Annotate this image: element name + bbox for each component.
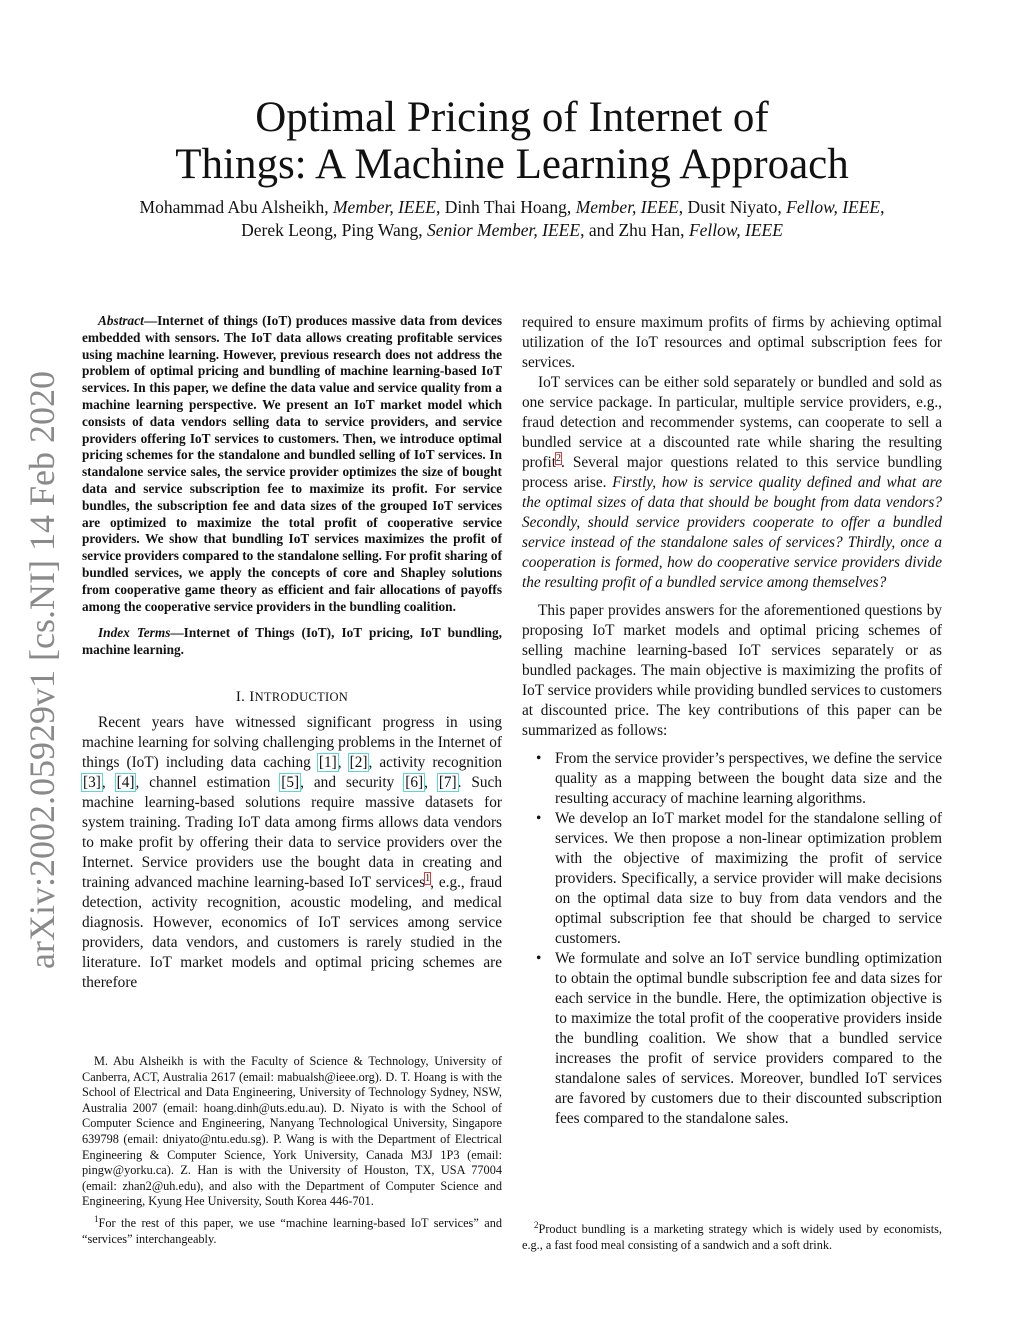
author-role: Member, IEEE: [575, 197, 679, 217]
citation-link[interactable]: [6]: [405, 773, 424, 791]
section-heading-introduction: [82, 687, 502, 707]
right-column: [522, 313, 942, 1129]
body-paragraph: required to ensure maximum profits of firms by achieving optimal utilization of the IoT resources and optimal subscription fees for services.: [522, 314, 942, 371]
abstract-text: Internet of things (IoT) produces massive data from devices embedded with sensors. The IoT data allows creating profitable services using machine learning. However, previous research does not address the problem of optimal pricing and bundling of machine learning-based IoT services. In this paper, we define the data value and service quality from a machine learning perspective. We present an IoT market model which consists of data vendors selling data to service providers, and service providers offering IoT services to customers. Then, we introduce optimal pricing schemes for the standalone and bundled selling of IoT services. In standalone service sales, the service provider optimizes the size of bought data and service subscription fee to maximize its profit. For service bundles, the subscription fee and data sizes of the grouped IoT services are optimized to maximize the total profit of cooperative service providers. We show that bundling IoT services maximizes the profit of service providers compared to the standalone selling. For profit sharing of bundled services, we apply the concepts of core and Shapley solutions from cooperative game theory as efficient and fair allocations of payoffs among the cooperative service providers in the bundling coalition.: [82, 313, 502, 614]
footnote-link[interactable]: 1: [425, 872, 431, 884]
list-item: [522, 949, 942, 1129]
citation-link[interactable]: [7]: [438, 773, 457, 791]
bullet-icon: •: [536, 750, 542, 767]
abstract-dash: —: [143, 313, 158, 328]
index-terms: [82, 625, 502, 659]
author-line-2: [90, 219, 934, 242]
citation-link[interactable]: [2]: [349, 753, 368, 771]
intro-text: ,: [424, 773, 438, 791]
citation-link[interactable]: [3]: [83, 773, 101, 791]
intro-text: , activity recognition: [368, 753, 503, 771]
author-name: , and Zhu Han,: [580, 220, 689, 240]
author-role: Fellow, IEEE: [786, 197, 881, 217]
abstract-label: Abstract: [98, 313, 144, 328]
footnote-2: [522, 1219, 942, 1253]
intro-text: ,: [337, 753, 349, 771]
title-line-1: Optimal Pricing of Internet of: [255, 94, 769, 141]
intro-text: ,: [101, 773, 116, 791]
footnote-text: For the rest of this paper, we use “machine learning-based IoT services” and “services” interchangeably.: [82, 1215, 502, 1246]
intro-text: , and security: [300, 773, 405, 791]
body-text: IoT services can be either sold separately or bundled and sold as one service package. In particular, multiple service providers, e.g., fraud detection and recommender systems, can cooperate to sell a bundled service at a discounted rate while sharing the resulting profit: [522, 374, 942, 471]
body-paragraph: [522, 373, 942, 593]
author-role: Member, IEEE: [332, 197, 437, 217]
body-paragraph: This paper provides answers for the aforementioned questions by proposing IoT market models and optimal pricing schemes of selling machine learning-based IoT services separately or as bundled packages. The main objective is maximizing the profits of IoT service providers while providing bundled services to customers at discounted price. The key contributions of this paper can be summarized as follows:: [522, 602, 942, 739]
research-questions-text: Firstly, how is service quality defined and what are the optimal sizes of data that should be bought from data vendors? Secondly, should service providers cooperate to offer a bundled service instead of the standalone sales of services? Thirdly, once a cooperation is formed, how do cooperative service providers divide the resulting profit of a bundled service among themselves?: [522, 474, 942, 591]
footnotes-right: [522, 1219, 942, 1253]
paper-title: [100, 94, 924, 188]
list-item: [522, 749, 942, 809]
left-column: [82, 313, 502, 993]
author-name: Mohammad Abu Alsheikh,: [139, 197, 333, 217]
footnotes-left: [82, 1054, 502, 1247]
arxiv-identifier-text: arXiv:2002.05929v1 [cs.NI] 14 Feb 2020: [22, 371, 63, 969]
author-role: Senior Member, IEEE: [426, 220, 581, 240]
abstract: [82, 313, 502, 615]
bullet-icon: •: [536, 810, 542, 827]
author-line-1: [90, 196, 934, 219]
list-item-text: We develop an IoT market model for the standalone selling of services. We then propose a non-linear optimization problem with the objective of maximizing the profit of service providers. Specifically, a service provider will make decisions on the optimal data size to buy from data vendors and the optimal subscription fee that should be charged to service customers.: [555, 810, 942, 947]
section-title-rest: NTRODUCTION: [254, 689, 349, 704]
intro-text: , channel estimation: [135, 773, 281, 791]
intro-text: , e.g., fraud detection, activity recognition, acoustic modeling, and medical diagnosis. However, economics of IoT services among service providers, data vendors, and customers is rarely studied in the literature. IoT market models and optimal pricing schemes are therefore: [82, 873, 502, 991]
author-name: Derek Leong, Ping Wang,: [241, 220, 427, 240]
citation-link[interactable]: [1]: [318, 753, 337, 771]
intro-paragraph: [82, 713, 502, 993]
list-item-text: We formulate and solve an IoT service bundling optimization to obtain the optimal bundle subscription fee and data sizes for each service in the bundle. Here, the optimization objective is to maximize the total profit of the cooperative providers inside the bundling coalition. We show that a bundled service increases the profit of service providers compared to the standalone sales of services. Moreover, bundled IoT services are favored by customers due to their discounted subscription fees compared to the standalone sales.: [555, 950, 942, 1127]
footnote-1: [82, 1213, 502, 1247]
author-name: , Dinh Thai Hoang,: [436, 197, 576, 217]
author-role: Fellow, IEEE: [688, 220, 783, 240]
section-title-initial: I: [249, 688, 255, 705]
footnote-mark: 2: [534, 1219, 539, 1230]
index-terms-dash: —: [170, 625, 184, 641]
footnote-text: Product bundling is a marketing strategy which is widely used by economists, e.g., a fast food meal consisting of a sandwich and a soft drink.: [522, 1222, 942, 1252]
author-list: [90, 196, 934, 242]
index-terms-text: Internet of Things (IoT), IoT pricing, IoT bundling, machine learning.: [82, 625, 502, 658]
citation-link[interactable]: [4]: [116, 773, 135, 791]
arxiv-identifier: [14, 360, 70, 980]
affiliation-footnote: M. Abu Alsheikh is with the Faculty of Science & Technology, University of Canberra, ACT, Australia 2617 (email: mabualsh@ieee.org). D. T. Hoang is with the School of Electrical and Data Engineering, University of Technology Sydney, NSW, Australia 2007 (email: hoang.dinh@uts.edu.au). D. Niyato is with the School of Computer Science and Engineering, Nanyang Technological University, Singapore 639798 (email: dniyato@ntu.edu.sg). P. Wang is with the Department of Electrical Engineering & Computer Science, York University, Canada M3J 1P3 (email: pingw@yorku.ca). Z. Han is with the University of Houston, TX, USA 77004 (email: zhan2@uh.edu), and also with the Department of Computer Science and Engineering, Kyung Hee University, South Korea 446-701.: [82, 1054, 502, 1209]
intro-text: . Such machine learning-based solutions require massive datasets for system training. Trading IoT data among firms allows data vendors to make profit by offering their data to service providers over the Internet. Service providers use the bought data in creating and training advanced machine learning-based IoT services: [82, 773, 502, 891]
title-line-2: Things: A Machine Learning Approach: [175, 141, 849, 188]
bullet-icon: •: [536, 950, 542, 967]
author-separator: ,: [880, 197, 885, 217]
footnote-link[interactable]: 2: [556, 452, 561, 464]
author-name: , Dusit Niyato,: [678, 197, 787, 217]
index-terms-label: Index Terms: [98, 625, 171, 641]
list-item-text: From the service provider’s perspectives, we define the service quality as a mapping between the bought data size and the resulting accuracy of machine learning algorithms.: [555, 750, 942, 807]
body-text: . Several major questions related to this service bundling process arise.: [522, 454, 942, 491]
section-number: I.: [235, 688, 250, 705]
citation-link[interactable]: [5]: [281, 773, 300, 791]
list-item: [522, 809, 942, 949]
footnote-mark: 1: [94, 1213, 99, 1224]
intro-text: Recent years have witnessed significant progress in using machine learning for solving challenging problems in the Internet of things (IoT) including data caching: [82, 713, 502, 771]
contributions-list: [522, 749, 942, 1129]
